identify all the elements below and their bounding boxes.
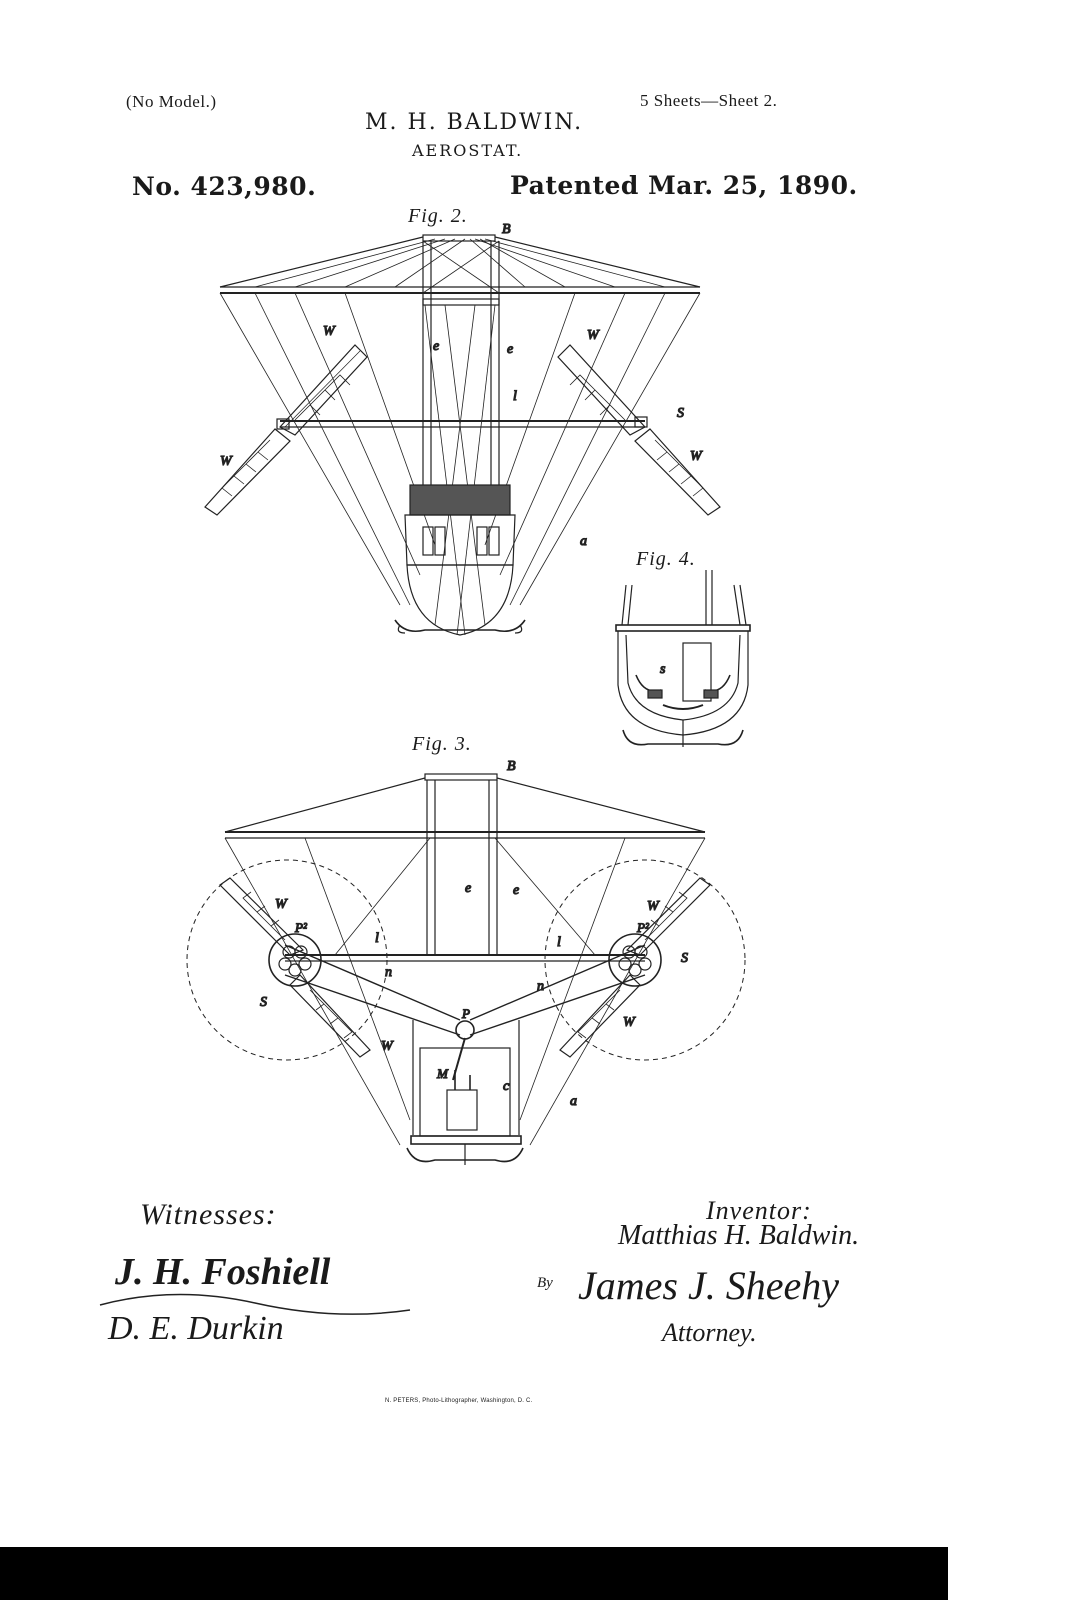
fig2-letter-W-upper-left: W	[323, 324, 335, 339]
fig3-letter-P2-left: P²	[295, 920, 307, 935]
patented-date: Patented Mar. 25, 1890.	[510, 171, 858, 200]
fig4-gondola-section-drawing	[608, 565, 758, 755]
fig4-label: Fig. 4.	[636, 548, 696, 570]
fig4-letter-s: s	[660, 662, 666, 677]
fig3-letter-n-left: n	[385, 965, 392, 980]
fig2-letter-W-lower-right: W	[690, 449, 702, 464]
fig3-letter-l-right: l	[557, 935, 561, 950]
fig3-letter-W-upper-left: W	[275, 897, 287, 912]
fig3-aerostat-drawing	[185, 760, 750, 1180]
fig3-letter-e-left: e	[465, 881, 472, 896]
attorney-signature: James J. Sheehy	[578, 1263, 839, 1308]
inventor-name-heading: M. H. BALDWIN.	[365, 110, 584, 135]
fig2-letter-e-right: e	[507, 342, 514, 357]
fig3-letter-S-right: S	[681, 951, 688, 966]
lithographer-credit: N. PETERS, Photo-Lithographer, Washington, D. C.	[385, 1398, 533, 1404]
witness-2-signature: D. E. Durkin	[108, 1310, 284, 1347]
inventor-signature: Matthias H. Baldwin.	[618, 1220, 860, 1251]
fig2-letter-e-left: e	[433, 339, 440, 354]
fig3-letter-a: a	[570, 1094, 577, 1109]
by-label: By	[537, 1275, 553, 1291]
fig2-letter-W-lower-left: W	[220, 454, 232, 469]
fig3-letter-S-left: S	[260, 995, 267, 1010]
fig2-letter-a: a	[580, 534, 587, 549]
fig3-letter-P2-right: P²	[637, 920, 649, 935]
fig2-label: Fig. 2.	[408, 205, 468, 227]
fig3-letter-W-upper-right: W	[647, 899, 659, 914]
attorney-label: Attorney.	[662, 1318, 757, 1347]
inventor-label: Inventor:	[706, 1196, 812, 1225]
patent-title: AEROSTAT.	[412, 141, 524, 160]
fig3-letter-n-right: n	[537, 979, 544, 994]
fig3-letter-l-left: l	[375, 931, 379, 946]
fig3-label: Fig. 3.	[412, 733, 472, 755]
fig3-letter-M: M	[437, 1066, 448, 1081]
witnesses-label: Witnesses:	[140, 1198, 277, 1231]
fig2-letter-W-upper-right: W	[587, 328, 599, 343]
model-note: (No Model.)	[126, 92, 217, 111]
fig2-letter-S: S	[677, 406, 684, 421]
patent-number: No. 423,980.	[132, 172, 317, 201]
fig3-letter-W-lower-right: W	[623, 1015, 635, 1030]
fig3-letter-B: B	[507, 760, 516, 774]
fig2-letter-l: l	[513, 389, 517, 404]
scan-edge-bar	[0, 1547, 948, 1600]
sheet-count: 5 Sheets—Sheet 2.	[640, 91, 778, 110]
fig3-letter-P: P	[462, 1006, 470, 1021]
fig2-letter-B: B	[502, 222, 511, 237]
witness-1-signature: J. H. Foshiell	[115, 1251, 331, 1293]
fig3-letter-W-lower-left: W	[381, 1039, 393, 1054]
fig3-letter-c: c	[503, 1079, 510, 1094]
fig3-letter-e-right: e	[513, 883, 520, 898]
